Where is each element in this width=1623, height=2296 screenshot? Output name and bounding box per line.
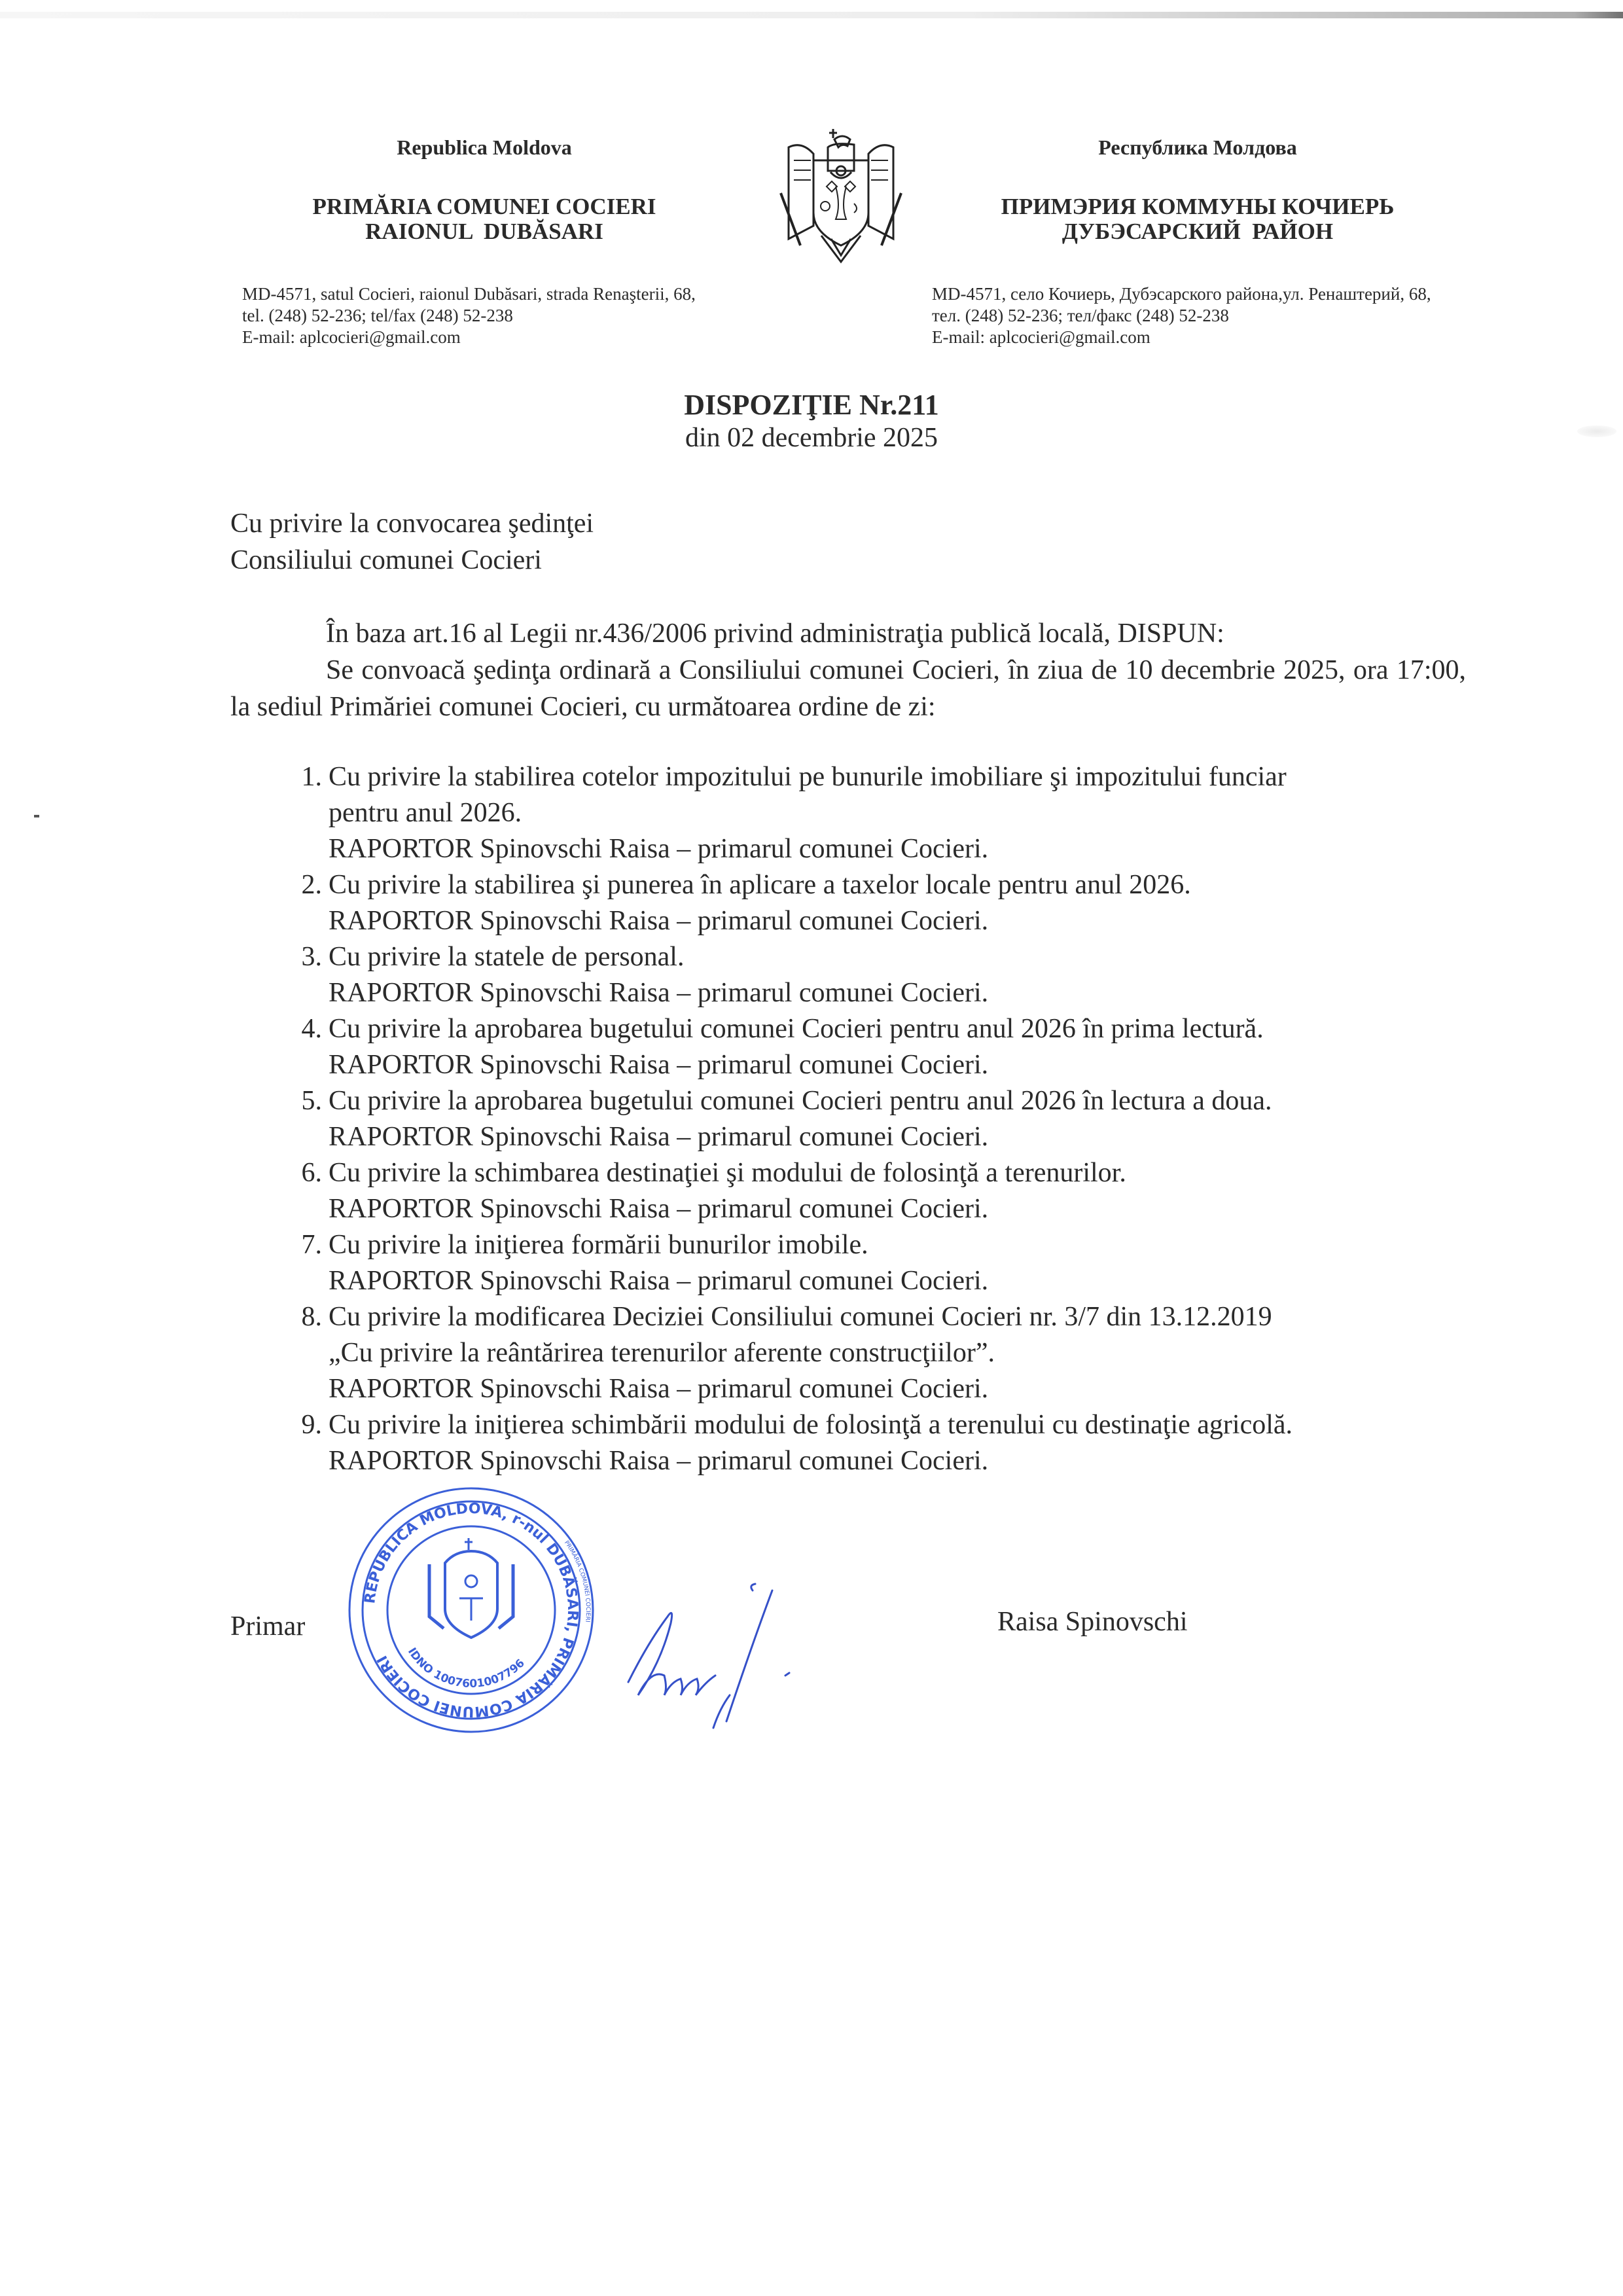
agenda-item-topic: Cu privire la schimbarea destinaţiei şi modului de folosinţă a terenurilor. [329,1158,1126,1188]
org-line-1-ru: ПРИМЭРИЯ КОММУНЫ КОЧИЕРЬ [1001,194,1395,219]
subject-line-2: Consiliului comunei Cocieri [230,545,542,575]
address-line-2-ru: тел. (248) 52-236; тел/факс (248) 52-238 [932,306,1229,325]
subject-line-1: Cu privire la convocarea şedinţei [230,509,594,539]
agenda-item-topic: Cu privire la aprobarea bugetului comunei Cocieri pentru anul 2026 în prima lectură. [329,1014,1264,1044]
agenda-item-topic-cont: pentru anul 2026. [329,798,522,828]
agenda-item-topic: Cu privire la iniţierea schimbării modului de folosinţă a terenului cu destinaţie agricolă. [329,1410,1293,1440]
signature-row [230,1486,1466,1761]
agenda-item-topic: Cu privire la modificarea Deciziei Consiliului comunei Cocieri nr. 3/7 din 13.12.2019 [329,1302,1272,1332]
stamp-outer-text: REPUBLICA MOLDOVA, r-nul DUBĂSARI, PRIMĂRIA COMUNEI COCIERI [362,1500,581,1720]
agenda-item [230,1083,1466,1155]
address-row [242,283,1623,348]
agenda-item-rapporteur: RAPORTOR Spinovschi Raisa – primarul comunei Cocieri. [329,1446,989,1476]
email-ru: E-mail: aplcocieri@gmail.com [932,327,1150,347]
letterhead-right [910,134,1486,265]
agenda-item-topic: Cu privire la iniţierea formării bunurilor imobile. [329,1230,868,1260]
coat-of-arms-icon [776,121,906,265]
org-name-ro [196,194,772,244]
org-name-ru [910,194,1486,244]
document-title: DISPOZIŢIE Nr.211 [684,389,939,421]
agenda-item-number: 3. [301,942,322,972]
agenda-item-number: 2. [301,870,322,900]
address-line-1-ru: MD-4571, село Кочиерь, Дубэсарского района,ул. Ренаштерий, 68, [932,284,1431,304]
agenda-item-rapporteur: RAPORTOR Spinovschi Raisa – primarul comunei Cocieri. [329,1050,989,1080]
agenda-item [230,1011,1466,1083]
agenda-item-number: 4. [301,1014,322,1044]
agenda-item-rapporteur: RAPORTOR Spinovschi Raisa – primarul comunei Cocieri. [329,834,989,864]
agenda-item [230,1155,1466,1227]
agenda-item-topic: Cu privire la aprobarea bugetului comunei Cocieri pentru anul 2026 în lectura a doua. [329,1086,1272,1116]
scan-dot [34,815,39,817]
address-ro [242,283,932,348]
stamp-microtext: PRIMĂRIA COMUNEI COCIERI [562,1539,592,1623]
agenda-item-number: 7. [301,1230,322,1260]
agenda-item-topic: Cu privire la stabilirea şi punerea în aplicare a taxelor locale pentru anul 2026. [329,870,1191,900]
org-line-1-ro: PRIMĂRIA COMUNEI COCIERI [312,194,656,219]
agenda-item [230,1407,1466,1479]
stamp-idno: IDNO 1007601007796 [404,1645,527,1691]
letterhead-left [196,134,772,265]
agenda-item-topic: Cu privire la statele de personal. [329,942,685,972]
letterhead [196,0,1499,265]
agenda-item-rapporteur: RAPORTOR Spinovschi Raisa – primarul comunei Cocieri. [329,1122,989,1152]
scan-smudge [1577,425,1616,437]
country-name-ru: Республика Молдова [1098,135,1297,159]
document-subject [230,505,1466,579]
convocation-paragraph: Se convoacă şedinţa ordinară a Consiliului comunei Cocieri, în ziua de 10 decembrie 2025, ora 17:00, la sediul Primăriei comunei Cocieri, cu următoarea ordine de zi: [230,655,1466,722]
agenda-item [230,867,1466,939]
agenda-item [230,1227,1466,1299]
agenda-item-rapporteur: RAPORTOR Spinovschi Raisa – primarul comunei Cocieri. [329,1374,989,1404]
agenda-item-number: 1. [301,762,322,792]
agenda-item-number: 8. [301,1302,322,1332]
signatory-name: Raisa Spinovschi [997,1607,1188,1637]
document-date: din 02 decembrie 2025 [685,423,938,453]
legal-basis-paragraph: În baza art.16 al Legii nr.436/2006 privind administraţia publică locală, DISPUN: [326,619,1224,649]
agenda-item-number: 5. [301,1086,322,1116]
agenda-item-rapporteur: RAPORTOR Spinovschi Raisa – primarul comunei Cocieri. [329,1266,989,1296]
address-line-2-ro: tel. (248) 52-236; tel/fax (248) 52-238 [242,306,513,325]
agenda-item [230,1299,1466,1407]
country-name-ro: Republica Moldova [397,135,572,159]
org-line-2-ru: ДУБЭСАРСКИЙ РАЙОН [1061,219,1334,244]
signatory-role: Primar [230,1611,306,1641]
address-line-1-ro: MD-4571, satul Cocieri, raionul Dubăsari, strada Renaşterii, 68, [242,284,696,304]
agenda-item-rapporteur: RAPORTOR Spinovschi Raisa – primarul comunei Cocieri. [329,906,989,936]
agenda-item-topic-cont: „Cu privire la reântărirea terenurilor aferente construcţiilor”. [329,1338,995,1368]
email-ro: E-mail: aplcocieri@gmail.com [242,327,461,347]
address-ru [932,283,1534,348]
agenda-item-topic: Cu privire la stabilirea cotelor impozitului pe bunurile imobiliare şi impozitului funciar [329,762,1287,792]
agenda-item [230,939,1466,1011]
agenda-item-number: 6. [301,1158,322,1188]
org-line-2-ro: RAIONUL DUBĂSARI [365,219,603,244]
agenda-item-rapporteur: RAPORTOR Spinovschi Raisa – primarul comunei Cocieri. [329,978,989,1008]
document-title-block [0,389,1623,454]
agenda-item-number: 9. [301,1410,322,1440]
agenda-list [230,759,1466,1479]
handwritten-signature [615,1564,851,1748]
agenda-item [230,759,1466,867]
official-stamp-icon [347,1486,596,1734]
document-body [230,505,1466,1761]
coat-of-arms-wrap [772,121,910,265]
agenda-item-rapporteur: RAPORTOR Spinovschi Raisa – primarul comunei Cocieri. [329,1194,989,1224]
